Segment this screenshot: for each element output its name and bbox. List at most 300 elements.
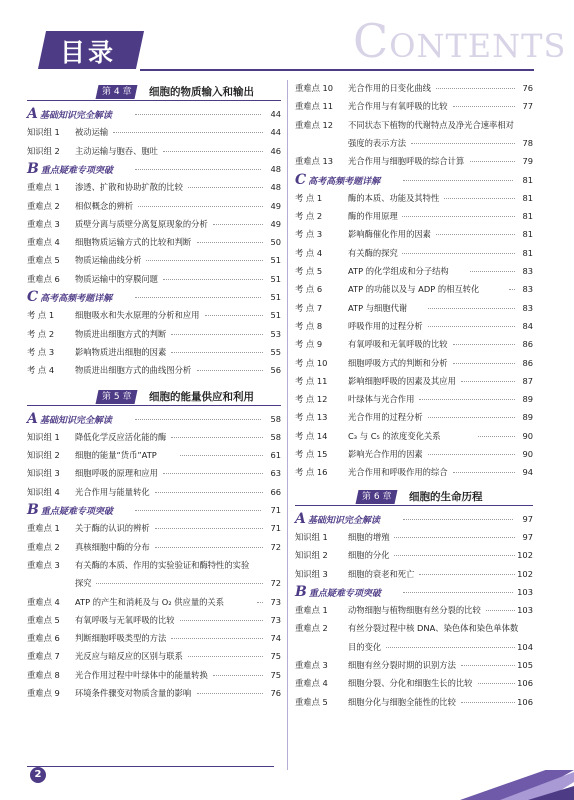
column-divider — [287, 80, 288, 770]
toc-entry[interactable] — [295, 263, 533, 279]
toc-entry[interactable] — [295, 98, 533, 114]
chapter-heading — [27, 84, 281, 100]
toc-entry[interactable] — [27, 252, 281, 268]
entry-tag: 重难点 2 — [27, 200, 60, 211]
entry-title: 光合作用与能量转化 — [75, 486, 150, 497]
leader-dots — [436, 234, 515, 235]
left-column — [27, 80, 281, 768]
entry-page: 81 — [522, 229, 533, 240]
entry-tag: 重难点 13 — [295, 156, 334, 167]
toc-entry[interactable] — [27, 234, 281, 250]
toc-entry[interactable] — [27, 326, 281, 342]
entry-page: 75 — [270, 651, 281, 662]
entry-page: 58 — [270, 431, 281, 442]
toc-entry[interactable] — [295, 318, 533, 334]
leader-dots — [403, 592, 513, 593]
entry-tag: 重难点 3 — [27, 559, 60, 570]
toc-entry[interactable] — [295, 135, 533, 151]
entry-tag: 考 点 3 — [295, 229, 323, 240]
leader-dots — [180, 620, 263, 621]
bottom-rule — [27, 766, 274, 767]
entry-title: 影响细胞呼吸的因素及其应用 — [348, 375, 456, 386]
entry-tag: 重难点 1 — [27, 182, 60, 193]
entry-tag: 重难点 12 — [295, 119, 334, 130]
entry-title: 光合作用过程中叶绿体中的能量转换 — [75, 669, 208, 680]
leader-dots — [428, 308, 515, 309]
entry-tag: 考 点 6 — [295, 284, 323, 295]
entry-page: 46 — [270, 145, 281, 156]
contents-rest: ONTENTS — [389, 27, 567, 65]
entry-tag: 重难点 4 — [295, 678, 328, 689]
entry-page: 56 — [270, 365, 281, 376]
header-rule — [140, 69, 534, 71]
toc-entry[interactable] — [27, 667, 281, 683]
leader-dots — [419, 574, 515, 575]
entry-tag: 考 点 16 — [295, 467, 328, 478]
leader-dots — [213, 675, 263, 676]
leader-dots — [135, 419, 261, 420]
section-letter: A — [27, 106, 38, 122]
leader-dots — [436, 88, 515, 89]
entry-title: 细胞呼吸的原理和应用 — [75, 468, 158, 479]
toc-entry[interactable] — [27, 539, 281, 555]
entry-page: 83 — [522, 266, 533, 276]
leader-dots — [163, 473, 263, 474]
leader-dots — [486, 610, 515, 611]
entry-page: 55 — [270, 346, 281, 357]
section-page: 51 — [270, 292, 281, 302]
entry-page: 49 — [270, 200, 281, 211]
entry-page: 73 — [270, 596, 281, 607]
entry-page: 106 — [517, 696, 533, 707]
section-label: 基础知识完全解读 — [39, 415, 112, 426]
leader-dots — [386, 647, 515, 648]
entry-page: 102 — [517, 568, 533, 579]
leader-dots — [135, 114, 261, 115]
leader-dots — [257, 602, 263, 603]
leader-dots — [163, 279, 263, 280]
entry-page: 51 — [270, 273, 281, 284]
entry-title: 有氧呼吸与无氧呼吸的比较 — [75, 614, 175, 625]
section-heading — [27, 106, 281, 122]
toc-entry[interactable] — [27, 557, 281, 573]
chapter-underline — [27, 405, 281, 406]
toc-entry[interactable] — [295, 694, 533, 710]
entry-tag: 知识组 3 — [295, 568, 328, 579]
leader-dots — [135, 297, 261, 298]
entry-tag: 重难点 4 — [27, 237, 60, 248]
section-label: 重点疑难专项突破 — [308, 588, 381, 599]
toc-entry[interactable] — [295, 153, 533, 169]
entry-title: 光合作用和呼吸作用的综合 — [348, 467, 448, 478]
chapter-number-badge — [96, 85, 138, 99]
toc-entry[interactable] — [295, 657, 533, 673]
entry-title: 酶的本质、功能及其特性 — [348, 192, 440, 203]
section-heading — [295, 584, 533, 600]
toc-entry[interactable] — [295, 117, 533, 133]
section-page: 48 — [270, 163, 281, 174]
page-number: 2 — [30, 767, 46, 783]
entry-tag: 知识组 2 — [27, 450, 60, 461]
leader-dots — [453, 106, 515, 107]
toc-entry[interactable] — [295, 566, 533, 582]
entry-page: 84 — [522, 320, 533, 331]
toc-entry[interactable] — [27, 484, 281, 500]
toc-entry[interactable] — [27, 612, 281, 628]
entry-page: 90 — [522, 449, 533, 459]
section-label: 重点疑难专项突破 — [40, 507, 113, 517]
entry-page: 81 — [522, 192, 533, 203]
leader-dots — [461, 702, 515, 703]
entry-title: 不同状态下植物的代谢特点及净光合速率相对 — [348, 119, 514, 130]
entry-title: 细胞有丝分裂时期的识别方法 — [348, 660, 456, 670]
entry-title: 细胞分化与细胞全能性的比较 — [348, 696, 456, 707]
toc-entry[interactable] — [27, 594, 281, 610]
entry-title: 酶的作用原理 — [348, 211, 398, 222]
leader-dots — [461, 381, 515, 382]
entry-title: 有关酶的本质、作用的实验验证和酶特性的实验 — [75, 559, 250, 570]
section-heading — [27, 502, 281, 518]
toc-entry[interactable] — [295, 529, 533, 545]
leader-dots — [155, 547, 263, 548]
toc-entry[interactable] — [27, 630, 281, 646]
leader-dots — [394, 537, 515, 538]
entry-title: 有丝分裂过程中核 DNA、染色体和染色单体数 — [348, 623, 519, 634]
entry-tag: 重难点 7 — [27, 651, 60, 662]
chapter-heading — [295, 489, 533, 505]
entry-title: 探究 — [75, 578, 92, 589]
leader-dots — [163, 151, 263, 152]
toc-entry[interactable] — [295, 336, 533, 352]
entry-title: 细胞的衰老和死亡 — [348, 568, 415, 579]
entry-tag: 重难点 2 — [27, 541, 60, 552]
toc-entry[interactable] — [27, 143, 281, 159]
toc-entry[interactable] — [295, 281, 533, 297]
section-heading — [27, 161, 281, 177]
toc-entry[interactable] — [27, 344, 281, 360]
entry-tag: 考 点 7 — [295, 302, 323, 313]
toc-entry[interactable] — [27, 648, 281, 664]
section-heading — [295, 511, 533, 527]
entry-tag: 重难点 10 — [295, 83, 334, 93]
entry-page: 81 — [522, 211, 533, 222]
entry-tag: 考 点 3 — [27, 346, 55, 357]
entry-page: 76 — [522, 83, 533, 93]
leader-dots — [180, 455, 263, 456]
entry-page: 44 — [270, 127, 281, 138]
leader-dots — [444, 198, 515, 199]
leader-dots — [171, 638, 263, 639]
leader-dots — [478, 436, 515, 437]
entry-page: 72 — [270, 541, 281, 552]
entry-tag: 重难点 6 — [27, 273, 60, 284]
entry-tag: 重难点 1 — [295, 605, 328, 616]
toc-entry[interactable] — [27, 307, 281, 323]
entry-title: 细胞的增殖 — [348, 531, 390, 542]
section-label: 高考高频考题详解 — [308, 176, 381, 187]
toc-entry[interactable] — [27, 216, 281, 232]
toc-entry[interactable] — [27, 271, 281, 287]
entry-tag: 重难点 9 — [27, 688, 60, 698]
entry-tag: 考 点 5 — [295, 266, 323, 276]
entry-title: 影响物质进出细胞的因素 — [75, 346, 167, 357]
leader-dots — [478, 683, 515, 684]
entry-title: 物质进出细胞方式的曲线图分析 — [75, 365, 192, 376]
entry-title: ATP 的功能以及与 ADP 的相互转化 — [348, 284, 480, 295]
entry-title: 光合作用与细胞呼吸的综合计算 — [348, 156, 465, 167]
entry-page: 51 — [270, 310, 281, 321]
entry-title: 强度的表示方法 — [348, 137, 407, 148]
entry-title: 细胞呼吸方式的判断和分析 — [348, 357, 448, 368]
entry-page: 73 — [270, 614, 281, 625]
entry-page: 53 — [270, 328, 281, 339]
toc-entry[interactable] — [27, 447, 281, 463]
chapter-number: 第 5 章 — [102, 391, 132, 402]
entry-tag: 考 点 14 — [295, 430, 328, 441]
leader-dots — [394, 555, 515, 556]
toc-entry[interactable] — [295, 446, 533, 462]
leader-dots — [113, 132, 263, 133]
page-title: 目录 — [60, 38, 117, 67]
toc-entry[interactable] — [295, 675, 533, 691]
entry-page: 104 — [517, 641, 533, 652]
entry-title: 质壁分离与质壁分离复原现象的分析 — [75, 218, 208, 229]
leader-dots — [453, 472, 515, 473]
entry-tag: 知识组 3 — [27, 468, 60, 479]
entry-title: 细胞吸水和失水原理的分析和应用 — [75, 310, 200, 321]
entry-tag: 考 点 10 — [295, 357, 328, 368]
entry-page: 103 — [517, 605, 533, 616]
section-page: 71 — [270, 505, 281, 515]
section-page: 103 — [517, 586, 533, 597]
entry-page: 89 — [522, 394, 533, 405]
chapter-number: 第 6 章 — [362, 491, 392, 502]
entry-page: 97 — [522, 531, 533, 542]
leader-dots — [197, 242, 263, 243]
leader-dots — [411, 143, 515, 144]
section-label: 基础知识完全解读 — [39, 111, 112, 121]
chapter-title: 细胞的生命历程 — [409, 490, 483, 503]
entry-tag: 重难点 3 — [295, 660, 328, 670]
toc-entry[interactable] — [27, 520, 281, 536]
toc-entry[interactable] — [27, 198, 281, 214]
entry-tag: 重难点 2 — [295, 623, 328, 634]
section-page: 44 — [270, 109, 281, 119]
leader-dots — [402, 253, 515, 254]
entry-title: 有关酶的探究 — [348, 247, 398, 258]
section-heading — [295, 172, 533, 188]
toc-entry[interactable] — [27, 179, 281, 195]
entry-title: 目的变化 — [348, 641, 382, 652]
toc-entry[interactable] — [295, 639, 533, 655]
toc-entry[interactable] — [295, 373, 533, 389]
leader-dots — [453, 363, 515, 364]
leader-dots — [197, 693, 263, 694]
entry-title: 环境条件骤变对物质含量的影响 — [75, 688, 192, 698]
entry-title: 被动运输 — [75, 127, 109, 138]
entry-tag: 重难点 1 — [27, 523, 60, 534]
entry-page: 76 — [270, 688, 281, 698]
chapter-underline — [27, 100, 281, 101]
entry-page: 102 — [517, 550, 533, 561]
entry-page: 87 — [522, 375, 533, 386]
leader-dots — [205, 315, 263, 316]
entry-title: 细胞的能量“货币”ATP — [75, 450, 157, 461]
entry-title: 细胞的分化 — [348, 550, 390, 561]
entry-tag: 重难点 6 — [27, 633, 60, 644]
entry-title: 影响光合作用的因素 — [348, 449, 423, 459]
entry-title: 细胞分裂、分化和细胞生长的比较 — [348, 678, 473, 689]
toc-entry[interactable] — [295, 355, 533, 371]
toc-entry[interactable] — [27, 124, 281, 140]
toc-entry[interactable] — [27, 362, 281, 378]
entry-page: 79 — [522, 156, 533, 167]
chapter-title: 细胞的能量供应和利用 — [149, 390, 254, 403]
leader-dots — [428, 326, 515, 327]
leader-dots — [461, 665, 515, 666]
toc-entry[interactable] — [295, 226, 533, 242]
entry-page: 81 — [522, 247, 533, 258]
section-label: 基础知识完全解读 — [307, 515, 380, 526]
section-label: 高考高频考题详解 — [40, 294, 113, 304]
section-letter: A — [295, 510, 306, 527]
entry-tag: 知识组 1 — [27, 431, 60, 442]
leader-dots — [171, 437, 263, 438]
entry-tag: 考 点 13 — [295, 412, 328, 423]
entry-page: 83 — [522, 284, 533, 295]
entry-tag: 考 点 1 — [295, 192, 323, 203]
leader-dots — [197, 370, 263, 371]
entry-page: 63 — [270, 468, 281, 479]
chapter-title: 细胞的物质输入和输出 — [149, 86, 254, 98]
leader-dots — [96, 583, 263, 584]
leader-dots — [188, 656, 263, 657]
entry-title: 光合作用的过程分析 — [348, 412, 423, 423]
leader-dots — [402, 216, 515, 217]
leader-dots — [403, 180, 513, 181]
entry-page: 48 — [270, 182, 281, 193]
entry-page: 105 — [517, 660, 533, 670]
section-page: 97 — [522, 513, 533, 524]
leader-dots — [135, 169, 261, 170]
toc-entry[interactable] — [295, 602, 533, 618]
leader-dots — [453, 344, 515, 345]
leader-dots — [146, 260, 263, 261]
entry-title: ATP 的化学组成和分子结构 — [348, 266, 449, 276]
entry-tag: 知识组 1 — [295, 531, 328, 542]
toc-entry[interactable] — [27, 429, 281, 445]
leader-dots — [428, 417, 515, 418]
entry-title: 真核细胞中酶的分布 — [75, 541, 150, 552]
toc-entry[interactable] — [295, 80, 533, 96]
entry-title: 光反应与暗反应的区别与联系 — [75, 651, 183, 662]
leader-dots — [135, 510, 261, 511]
contents-watermark — [353, 14, 566, 68]
toc-entry[interactable] — [295, 620, 533, 636]
contents-initial: C — [353, 14, 390, 68]
entry-tag: 重难点 5 — [27, 255, 60, 266]
entry-title: 物质进出细胞方式的判断 — [75, 328, 167, 339]
entry-title: 呼吸作用的过程分析 — [348, 320, 423, 331]
entry-title: 物质运输中的穿膜问题 — [75, 273, 158, 284]
section-letter: C — [295, 171, 307, 188]
leader-dots — [155, 492, 263, 493]
leader-dots — [509, 289, 515, 290]
entry-title: C₃ 与 C₅ 的浓度变化关系 — [348, 430, 441, 441]
toc-entry[interactable] — [295, 208, 533, 224]
entry-title: 影响酶催化作用的因素 — [348, 229, 431, 240]
leader-dots — [470, 271, 515, 272]
section-page: 81 — [522, 174, 533, 185]
entry-title: 物质运输曲线分析 — [75, 255, 142, 266]
section-letter: B — [27, 160, 39, 177]
entry-page: 49 — [270, 218, 281, 229]
entry-tag: 考 点 9 — [295, 339, 323, 350]
entry-title: 细胞物质运输方式的比较和判断 — [75, 237, 192, 248]
entry-tag: 考 点 12 — [295, 394, 328, 405]
section-label: 重点疑难专项突破 — [40, 165, 113, 176]
toc-entry[interactable] — [295, 547, 533, 563]
toc-entry[interactable] — [295, 391, 533, 407]
leader-dots — [403, 519, 513, 520]
entry-tag: 知识组 4 — [27, 486, 60, 497]
entry-page: 74 — [270, 633, 281, 644]
entry-title: ATP 的产生和消耗及与 O₂ 供应量的关系 — [75, 596, 225, 607]
entry-tag: 重难点 8 — [27, 669, 60, 680]
toc-entry[interactable] — [295, 245, 533, 261]
section-heading — [27, 289, 281, 305]
entry-page: 90 — [522, 430, 533, 441]
entry-title: 相似概念的辨析 — [75, 200, 134, 211]
entry-page: 86 — [522, 357, 533, 368]
toc-entry[interactable] — [295, 428, 533, 444]
toc-entry[interactable] — [295, 300, 533, 316]
chapter-heading — [27, 389, 281, 405]
entry-page: 89 — [522, 412, 533, 423]
toc-entry[interactable] — [295, 409, 533, 425]
entry-title: 动物细胞与植物细胞有丝分裂的比较 — [348, 605, 481, 616]
toc-entry[interactable] — [27, 685, 281, 701]
entry-tag: 考 点 2 — [295, 211, 323, 222]
entry-tag: 考 点 11 — [295, 375, 328, 386]
bottom-decoration — [0, 770, 574, 800]
section-letter: A — [27, 410, 38, 427]
entry-page: 51 — [270, 255, 281, 266]
entry-tag: 知识组 2 — [27, 145, 60, 156]
entry-title: 光合作用与有氧呼吸的比较 — [348, 101, 448, 112]
entry-tag: 考 点 15 — [295, 449, 328, 459]
toc-entry[interactable] — [27, 575, 281, 591]
entry-title: 判断细胞呼吸类型的方法 — [75, 633, 167, 644]
entry-tag: 重难点 3 — [27, 218, 60, 229]
entry-tag: 重难点 5 — [27, 614, 60, 625]
entry-tag: 重难点 5 — [295, 696, 328, 707]
entry-page: 78 — [522, 137, 533, 148]
entry-page: 71 — [270, 523, 281, 534]
chapter-underline — [295, 505, 533, 506]
toc-entry[interactable] — [295, 464, 533, 480]
entry-title: 有氧呼吸和无氧呼吸的比较 — [348, 339, 448, 350]
entry-title: ATP 与细胞代谢 — [348, 302, 408, 313]
entry-tag: 重难点 4 — [27, 596, 60, 607]
entry-page: 72 — [270, 578, 281, 589]
toc-entry[interactable] — [27, 465, 281, 481]
toc-entry[interactable] — [295, 190, 533, 206]
entry-page: 94 — [522, 467, 533, 478]
entry-page: 61 — [270, 450, 281, 461]
leader-dots — [171, 352, 263, 353]
leader-dots — [171, 334, 263, 335]
